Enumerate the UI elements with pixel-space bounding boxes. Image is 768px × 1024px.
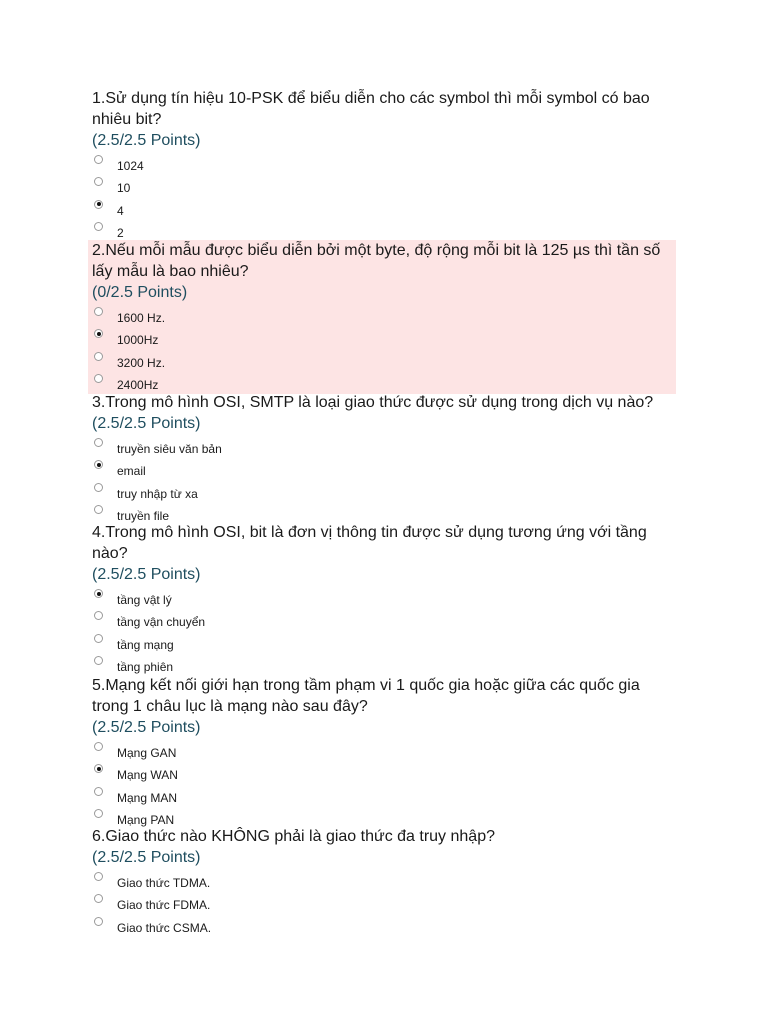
answer-option-label: Mạng WAN — [117, 768, 178, 783]
question-text: 5.Mạng kết nối giới hạn trong tầm phạm vi 1 quốc gia hoặc giữa các quốc gia trong 1 châu lục là mạng nào sau đây? — [92, 677, 640, 715]
answer-option[interactable] — [92, 740, 676, 762]
answer-option[interactable] — [92, 327, 676, 349]
question-points: (2.5/2.5 Points) — [92, 132, 201, 149]
radio-checked-icon[interactable] — [94, 200, 103, 209]
radio-unchecked-icon[interactable] — [94, 483, 103, 492]
question-6 — [88, 826, 676, 937]
question-2 — [88, 240, 676, 394]
answer-option[interactable] — [92, 892, 676, 914]
answer-option-label: Mạng PAN — [117, 813, 175, 828]
radio-checked-icon[interactable] — [94, 460, 103, 469]
answer-option[interactable] — [92, 870, 676, 892]
answer-option-label: truyền siêu văn bản — [117, 442, 222, 457]
answer-option-label: tầng vận chuyển — [117, 615, 206, 630]
answer-option[interactable] — [92, 915, 676, 937]
answer-option-label: truy nhập từ xa — [117, 486, 198, 501]
radio-unchecked-icon[interactable] — [94, 155, 103, 164]
question-text: 6.Giao thức nào KHÔNG phải là giao thức đa truy nhập? — [92, 828, 495, 845]
question-points: (0/2.5 Points) — [92, 284, 188, 301]
radio-unchecked-icon[interactable] — [94, 352, 103, 361]
answer-option[interactable] — [92, 632, 676, 654]
radio-unchecked-icon[interactable] — [94, 872, 103, 881]
answer-option[interactable] — [92, 305, 676, 327]
answer-option-label: tầng mạng — [117, 637, 174, 652]
answer-option-label: Mạng GAN — [117, 746, 177, 761]
answer-options — [92, 740, 676, 829]
radio-unchecked-icon[interactable] — [94, 917, 103, 926]
radio-unchecked-icon[interactable] — [94, 222, 103, 231]
radio-unchecked-icon[interactable] — [94, 634, 103, 643]
radio-unchecked-icon[interactable] — [94, 787, 103, 796]
answer-option[interactable] — [92, 785, 676, 807]
answer-options — [92, 870, 676, 937]
answer-option-label: 1600 Hz. — [117, 311, 166, 326]
radio-unchecked-icon[interactable] — [94, 177, 103, 186]
answer-option-label: 1024 — [117, 159, 144, 174]
question-points: (2.5/2.5 Points) — [92, 566, 201, 583]
question-5 — [88, 675, 676, 829]
answer-option-label: Mạng MAN — [117, 790, 178, 805]
answer-option-label: 1000Hz — [117, 333, 159, 348]
answer-option-label: truyền file — [117, 509, 170, 524]
answer-option-label: 2400Hz — [117, 378, 159, 393]
answer-option-label: Giao thức CSMA. — [117, 920, 212, 935]
answer-option-label: email — [117, 464, 146, 479]
answer-option[interactable] — [92, 198, 676, 220]
question-text: 4.Trong mô hình OSI, bit là đơn vị thông tin được sử dụng tương ứng với tầng nào? — [92, 524, 647, 562]
answer-option[interactable] — [92, 350, 676, 372]
radio-unchecked-icon[interactable] — [94, 656, 103, 665]
question-3 — [88, 392, 676, 525]
radio-unchecked-icon[interactable] — [94, 742, 103, 751]
answer-option[interactable] — [92, 587, 676, 609]
radio-unchecked-icon[interactable] — [94, 374, 103, 383]
question-text: 3.Trong mô hình OSI, SMTP là loại giao thức được sử dụng trong dịch vụ nào? — [92, 394, 654, 411]
answer-option-label: tầng vật lý — [117, 593, 172, 608]
answer-option-label: 2 — [117, 226, 124, 241]
answer-option[interactable] — [92, 436, 676, 458]
radio-checked-icon[interactable] — [94, 764, 103, 773]
radio-unchecked-icon[interactable] — [94, 438, 103, 447]
radio-checked-icon[interactable] — [94, 589, 103, 598]
answer-option[interactable] — [92, 458, 676, 480]
answer-options — [92, 587, 676, 676]
question-text: 2.Nếu mỗi mẫu được biểu diễn bởi một byte, độ rộng mỗi bit là 125 µs thì tần số lấy mẫu là bao nhiêu? — [92, 242, 661, 280]
radio-unchecked-icon[interactable] — [94, 894, 103, 903]
answer-option[interactable] — [92, 175, 676, 197]
answer-option-label: tầng phiên — [117, 660, 174, 675]
answer-options — [92, 436, 676, 525]
answer-option[interactable] — [92, 481, 676, 503]
answer-option[interactable] — [92, 372, 676, 394]
answer-options — [92, 153, 676, 242]
answer-option-label: 3200 Hz. — [117, 355, 166, 370]
question-text: 1.Sử dụng tín hiệu 10-PSK để biểu diễn cho các symbol thì mỗi symbol có bao nhiêu bit? — [92, 90, 650, 128]
answer-option[interactable] — [92, 762, 676, 784]
radio-unchecked-icon[interactable] — [94, 505, 103, 514]
answer-option[interactable] — [92, 609, 676, 631]
question-points: (2.5/2.5 Points) — [92, 849, 201, 866]
answer-options — [92, 305, 676, 394]
answer-option-label: 10 — [117, 181, 131, 196]
radio-unchecked-icon[interactable] — [94, 611, 103, 620]
question-1 — [88, 88, 676, 242]
radio-checked-icon[interactable] — [94, 329, 103, 338]
answer-option-label: Giao thức TDMA. — [117, 876, 211, 891]
answer-option-label: 4 — [117, 203, 124, 218]
radio-unchecked-icon[interactable] — [94, 809, 103, 818]
question-points: (2.5/2.5 Points) — [92, 415, 201, 432]
question-points: (2.5/2.5 Points) — [92, 719, 201, 736]
answer-option[interactable] — [92, 153, 676, 175]
answer-option[interactable] — [92, 654, 676, 676]
radio-unchecked-icon[interactable] — [94, 307, 103, 316]
answer-option[interactable] — [92, 220, 676, 242]
question-4 — [88, 522, 676, 676]
answer-option-label: Giao thức FDMA. — [117, 898, 211, 913]
